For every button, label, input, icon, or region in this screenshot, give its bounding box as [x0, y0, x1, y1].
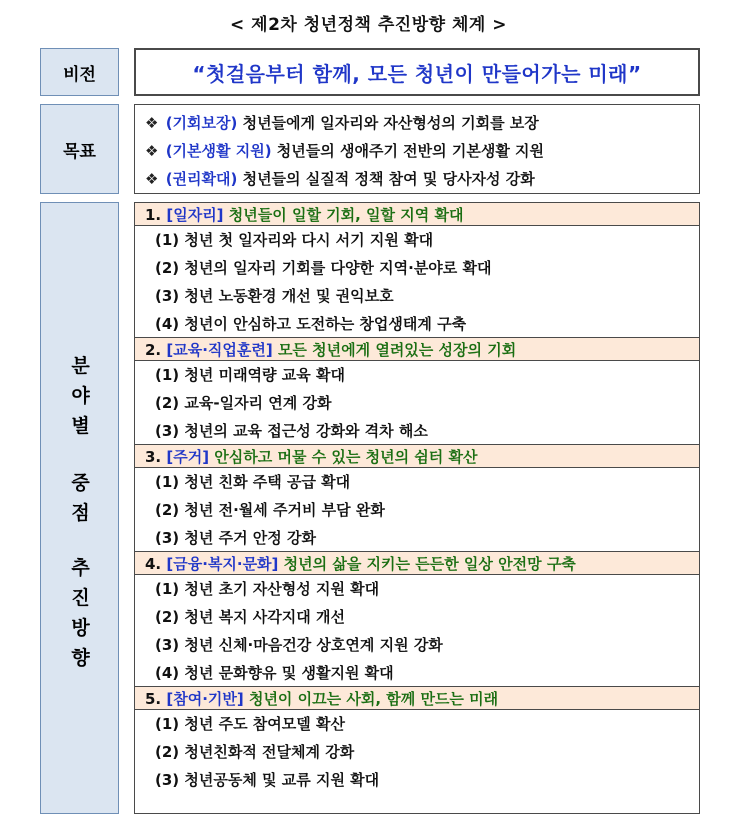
area-number: 3. [145, 448, 167, 466]
area-section [135, 444, 699, 552]
area-item: (2) 청년 전·월세 주거비 부담 완화 [155, 501, 385, 519]
area-description: 안심하고 머물 수 있는 청년의 쉼터 확산 [209, 448, 478, 466]
area-description: 청년들이 일할 기회, 일할 지역 확대 [223, 206, 464, 224]
area-item: (1) 청년 미래역량 교육 확대 [155, 366, 345, 384]
area-category: [일자리] [166, 206, 224, 224]
goal-item [135, 165, 699, 193]
vertical-label-char: 분 [71, 355, 90, 377]
vertical-label-char: 야 [71, 385, 90, 407]
vertical-label-char: 방 [71, 617, 90, 639]
area-category: [주거] [166, 448, 210, 466]
page-title: < 제2차 청년정책 추진방향 체계 > [230, 15, 507, 35]
goal-key: (권리확대) [165, 170, 238, 188]
goals-label: 목표 [40, 104, 119, 194]
area-item: (1) 청년 첫 일자리와 다시 서기 지원 확대 [155, 231, 434, 249]
vertical-label-char: 향 [71, 647, 90, 669]
area-number: 2. [145, 341, 167, 359]
area-item: (3) 청년 주거 안정 강화 [155, 529, 316, 547]
vertical-label-char: 별 [71, 415, 90, 437]
area-header [134, 551, 700, 575]
vertical-label-char: 중 [71, 472, 90, 494]
area-item: (1) 청년 주도 참여모델 확산 [155, 715, 345, 733]
diamond-bullet-icon: ❖ [145, 114, 159, 132]
goal-text: 청년들에게 일자리와 자산형성의 기회를 보장 [237, 114, 539, 132]
goal-item [135, 137, 699, 165]
area-item: (2) 청년의 일자리 기회를 다양한 지역·분야로 확대 [155, 259, 492, 277]
area-number: 4. [145, 555, 167, 573]
area-item: (2) 청년 복지 사각지대 개선 [155, 608, 345, 626]
area-item: (1) 청년 초기 자산형성 지원 확대 [155, 580, 380, 598]
area-section [135, 337, 699, 445]
area-header [134, 202, 700, 226]
goals-box [134, 104, 700, 194]
area-item: (3) 청년의 교육 접근성 강화와 격차 해소 [155, 422, 428, 440]
area-item: (3) 청년 신체·마음건강 상호연계 지원 강화 [155, 636, 443, 654]
diamond-bullet-icon: ❖ [145, 170, 159, 188]
goal-key: (기회보장) [165, 114, 238, 132]
area-section [135, 686, 699, 794]
goal-text: 청년들의 실질적 정책 참여 및 당사자성 강화 [237, 170, 535, 188]
area-header [134, 686, 700, 710]
area-header [134, 337, 700, 361]
area-number: 1. [145, 206, 167, 224]
area-category: [교육·직업훈련] [166, 341, 273, 359]
area-number: 5. [145, 690, 167, 708]
area-category: [참여·기반] [166, 690, 244, 708]
area-item: (4) 청년이 안심하고 도전하는 창업생태계 구축 [155, 315, 467, 333]
vertical-label-char: 점 [71, 502, 90, 524]
vision-label: 비전 [40, 48, 119, 96]
area-category: [금융·복지·문화] [166, 555, 279, 573]
area-item: (4) 청년 문화향유 및 생활지원 확대 [155, 664, 394, 682]
area-description: 청년의 삶을 지키는 든든한 일상 안전망 구축 [278, 555, 576, 573]
area-item: (3) 청년공동체 및 교류 지원 확대 [155, 771, 380, 789]
goal-key: (기본생활 지원) [165, 142, 272, 160]
area-section [135, 551, 699, 687]
area-item: (3) 청년 노동환경 개선 및 권익보호 [155, 287, 394, 305]
vision-statement: “첫걸음부터 함께, 모든 청년이 만들어가는 미래” [134, 48, 700, 96]
goal-item [135, 109, 699, 137]
areas-box [134, 202, 700, 814]
vertical-label-char: 추 [71, 557, 90, 579]
goal-text: 청년들의 생애주기 전반의 기본생활 지원 [271, 142, 545, 160]
area-section [135, 202, 699, 338]
diamond-bullet-icon: ❖ [145, 142, 159, 160]
area-description: 모든 청년에게 열려있는 성장의 기회 [272, 341, 517, 359]
area-item: (2) 청년친화적 전달체계 강화 [155, 743, 355, 761]
areas-vertical-label [40, 202, 119, 814]
area-header [134, 444, 700, 468]
area-description: 청년이 이끄는 사회, 함께 만드는 미래 [243, 690, 499, 708]
area-item: (2) 교육-일자리 연계 강화 [155, 394, 332, 412]
area-item: (1) 청년 친화 주택 공급 확대 [155, 473, 351, 491]
vertical-label-char: 진 [71, 587, 90, 609]
